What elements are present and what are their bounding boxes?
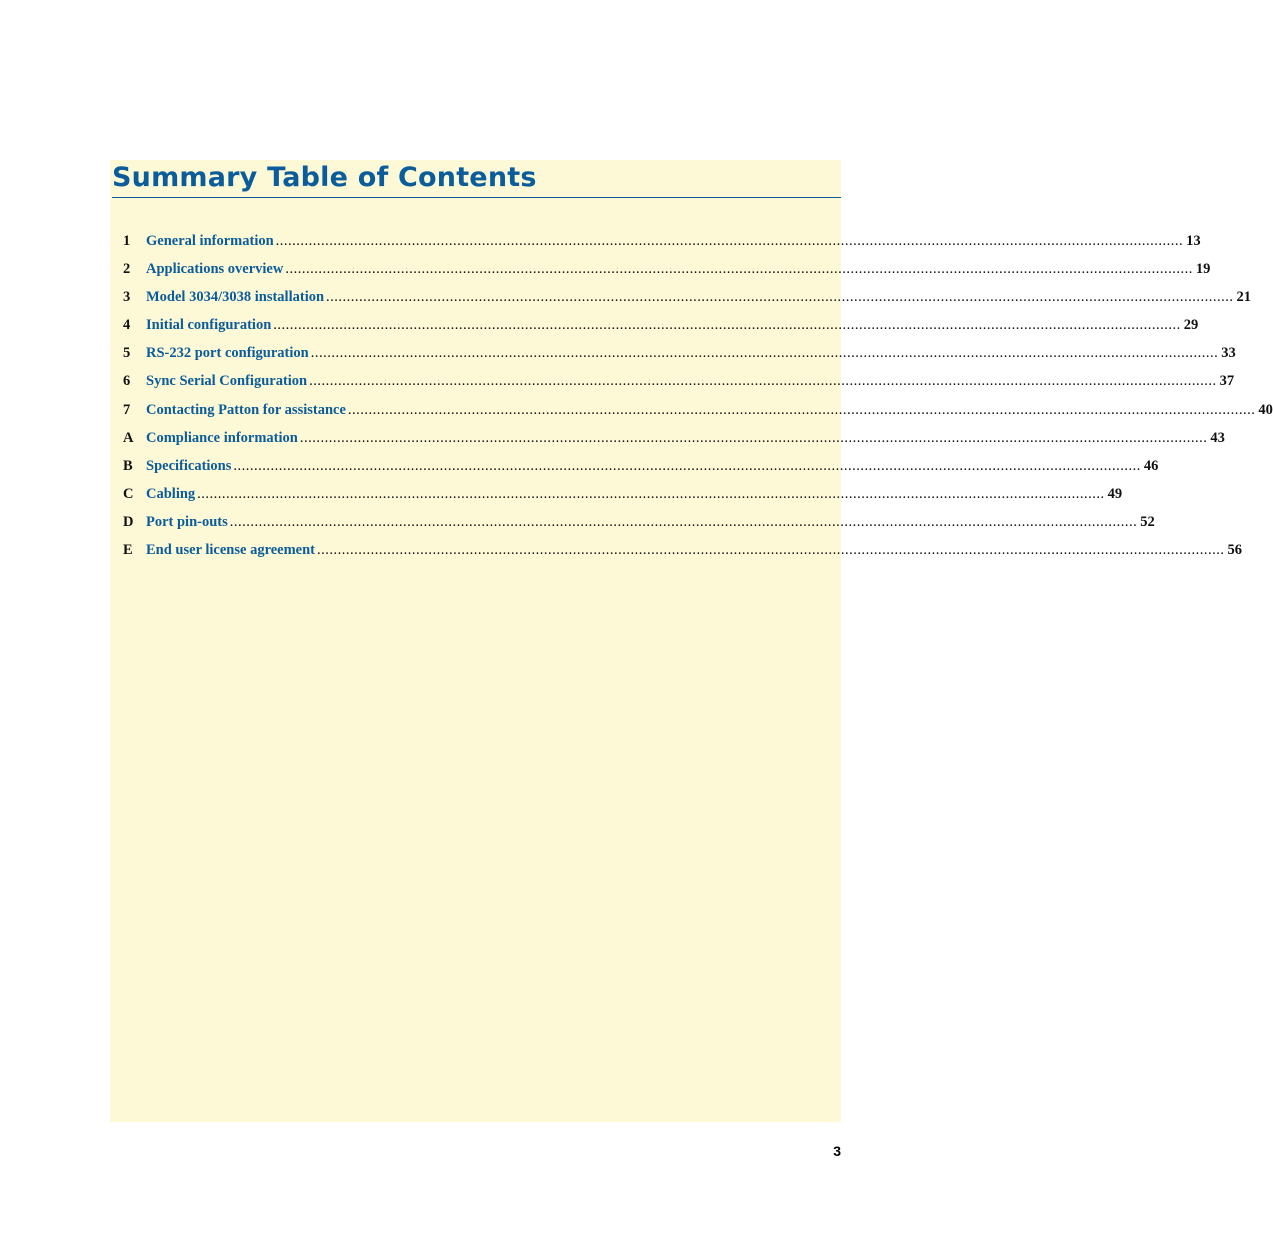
toc-leader-dots: ............................................................................................................................................................................................................................ (233, 457, 1141, 474)
toc-entry[interactable] (123, 261, 1211, 289)
toc-entry-link[interactable]: Applications overview (146, 261, 284, 278)
toc-leader-dots: ............................................................................................................................................................................................................................ (299, 429, 1208, 446)
toc-entry-number: 5 (123, 345, 131, 362)
toc-leader-dots: ............................................................................................................................................................................................................................ (229, 513, 1138, 530)
toc-entry[interactable] (123, 542, 1243, 570)
toc-entry-page: 56 (1227, 542, 1243, 559)
toc-entry[interactable] (123, 345, 1236, 373)
toc-entry-page: 37 (1219, 373, 1235, 390)
toc-entry-number: C (123, 485, 134, 502)
toc-leader-dots: ............................................................................................................................................................................................................................ (197, 485, 1105, 502)
toc-entry-page: 21 (1236, 289, 1252, 306)
toc-entry-link[interactable]: General information (146, 233, 274, 249)
page-number: 3 (833, 1143, 841, 1159)
toc-entry[interactable] (123, 401, 1273, 430)
toc-entry-link[interactable]: Port pin-outs (146, 513, 228, 530)
toc-entry-page: 13 (1186, 233, 1201, 249)
toc-entry-number: D (123, 513, 134, 530)
toc-entry[interactable] (123, 457, 1159, 486)
toc-entry-number: B (123, 457, 133, 474)
toc-leader-dots: ............................................................................................................................................................................................................................ (317, 542, 1225, 559)
toc-entry-link[interactable]: Compliance information (146, 429, 298, 446)
title-rule (112, 197, 841, 198)
toc-entry-page: 19 (1195, 261, 1211, 278)
toc-entry[interactable] (123, 373, 1235, 401)
toc-entry-number: 3 (123, 289, 131, 306)
toc-entry-number: A (123, 429, 134, 446)
toc-entry-number: E (123, 542, 133, 559)
toc-entry[interactable] (123, 485, 1123, 514)
toc-entry-number: 2 (123, 261, 131, 278)
toc-entry-page: 33 (1221, 345, 1236, 362)
toc-leader-dots: ............................................................................................................................................................................................................................ (310, 345, 1219, 362)
toc-entry-number: 1 (123, 233, 131, 249)
toc-entry[interactable] (123, 513, 1155, 542)
toc-leader-dots: ............................................................................................................................................................................................................................ (273, 317, 1181, 334)
toc-entry-link[interactable]: Cabling (146, 485, 196, 502)
toc-leader-dots: ............................................................................................................................................................................................................................ (275, 233, 1184, 249)
toc-entry-link[interactable]: Model 3034/3038 installation (146, 289, 325, 306)
toc-entry-link[interactable]: RS-232 port configuration (146, 345, 309, 362)
toc-entry[interactable] (123, 233, 1201, 261)
toc-entry-page: 43 (1210, 429, 1225, 446)
toc-entry[interactable] (123, 317, 1199, 345)
toc-leader-dots: ............................................................................................................................................................................................................................ (326, 289, 1234, 306)
table-of-contents (123, 233, 1273, 570)
toc-entry-number: 4 (123, 317, 131, 334)
toc-entry-page: 46 (1143, 457, 1159, 474)
toc-entry-page: 49 (1107, 485, 1123, 502)
toc-entry-link[interactable]: End user license agreement (146, 542, 316, 559)
toc-entry-page: 29 (1183, 317, 1199, 334)
toc-entry[interactable] (123, 429, 1225, 458)
toc-entry[interactable] (123, 289, 1252, 317)
toc-entry-link[interactable]: Contacting Patton for assistance (146, 401, 346, 418)
toc-entry-number: 7 (123, 401, 131, 418)
toc-entry-link[interactable]: Specifications (146, 457, 232, 474)
toc-leader-dots: ............................................................................................................................................................................................................................ (309, 373, 1217, 390)
toc-entry-link[interactable]: Initial configuration (146, 317, 272, 334)
toc-entry-page: 52 (1140, 513, 1155, 530)
toc-entry-link[interactable]: Sync Serial Configuration (146, 373, 308, 390)
toc-leader-dots: ............................................................................................................................................................................................................................ (347, 401, 1256, 418)
toc-entry-page: 40 (1258, 401, 1273, 418)
toc-leader-dots: ............................................................................................................................................................................................................................ (285, 261, 1193, 278)
toc-entry-number: 6 (123, 373, 131, 390)
page-title: Summary Table of Contents (112, 162, 537, 193)
